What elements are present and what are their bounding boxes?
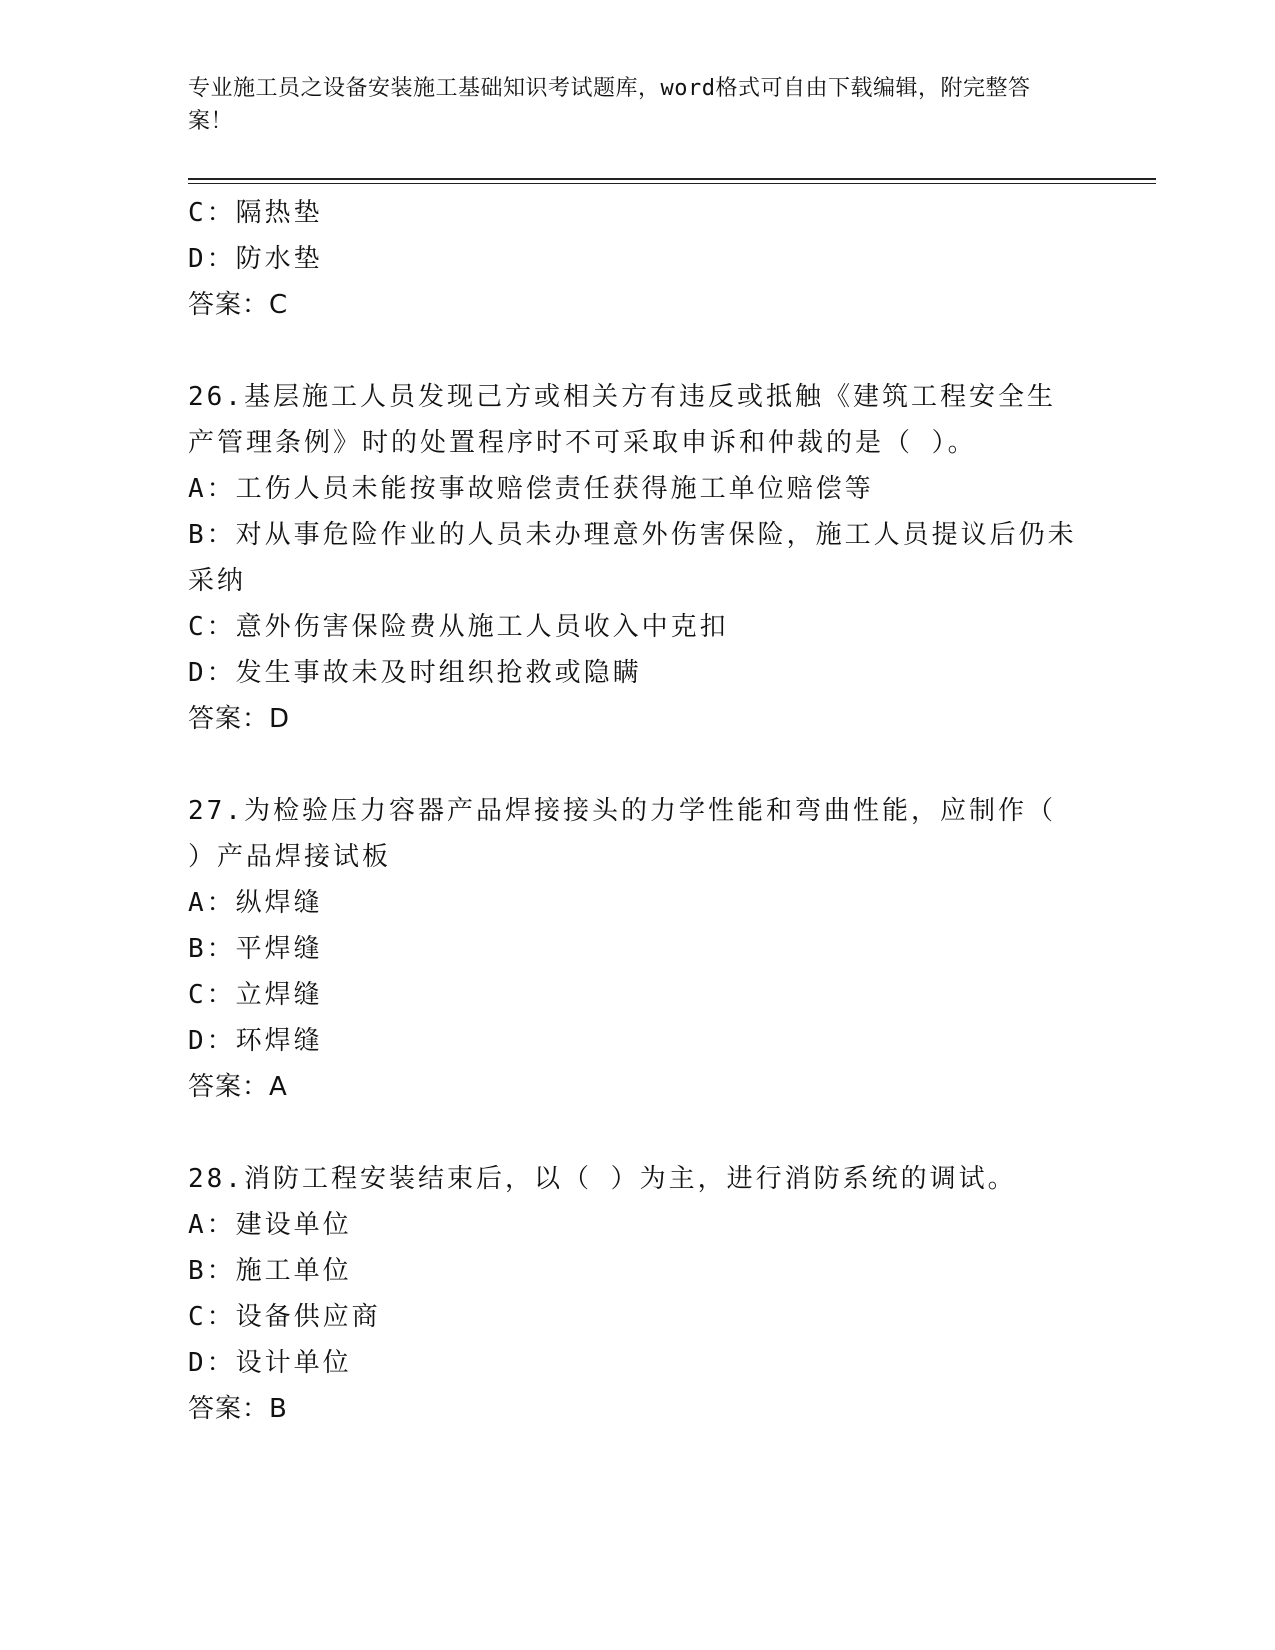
option-label: D： [188,244,236,274]
option-label: D： [188,1348,236,1378]
document-body [188,190,1088,1432]
option-text: 立焊缝 [235,980,323,1010]
option-c [188,604,1088,650]
question-28-text: 28.消防工程安装结束后，以（ ）为主，进行消防系统的调试。 [188,1164,1017,1194]
option-c [188,972,1088,1018]
option-text: 意外伤害保险费从施工人员收入中克扣 [235,612,729,642]
option-text: 设计单位 [235,1348,352,1378]
spacer [188,742,1088,788]
option-label: C： [188,1302,236,1332]
option-label: B： [188,520,236,550]
option-label: C： [188,198,236,228]
option-d [188,236,1088,282]
option-a [188,466,1088,512]
document-header: 专业施工员之设备安装施工基础知识考试题库，word格式可自由下载编辑，附完整答案！ [188,76,1031,134]
option-a [188,1202,1088,1248]
answer-line: 答案：B [188,1394,288,1424]
option-text: 工伤人员未能按事故赔偿责任获得施工单位赔偿等 [235,474,874,504]
question-27-text: 27.为检验压力容器产品焊接接头的力学性能和弯曲性能，应制作（ ）产品焊接试板 [188,796,1056,872]
option-text: 防水垫 [235,244,323,274]
question-26-text: 26.基层施工人员发现己方或相关方有违反或抵触《建筑工程安全生产管理条例》时的处置程序时不可采取申诉和仲裁的是（ ）。 [188,382,1056,458]
answer-line: 答案：A [188,1072,288,1102]
option-text: 环焊缝 [235,1026,323,1056]
header-rule-thick [188,178,1156,180]
option-text: 隔热垫 [235,198,323,228]
option-text: 建设单位 [235,1210,352,1240]
spacer [188,328,1088,374]
option-text: 纵焊缝 [235,888,323,918]
option-d [188,650,1088,696]
option-label: B： [188,934,236,964]
option-b [188,512,1078,604]
answer-line: 答案：D [188,704,291,734]
option-text: 发生事故未及时组织抢救或隐瞒 [235,658,642,688]
option-c [188,190,1088,236]
option-label: A： [188,474,236,504]
option-d [188,1018,1088,1064]
option-label: A： [188,1210,236,1240]
option-label: D： [188,1026,236,1056]
option-text: 施工单位 [235,1256,352,1286]
option-text: 平焊缝 [235,934,323,964]
option-text: 设备供应商 [235,1302,381,1332]
option-a [188,880,1088,926]
option-text: 对从事危险作业的人员未办理意外伤害保险，施工人员提议后仍未采纳 [188,520,1077,596]
header-rule-thin [188,183,1156,184]
option-label: D： [188,658,236,688]
option-label: B： [188,1256,236,1286]
option-d [188,1340,1088,1386]
spacer [188,1110,1088,1156]
option-b [188,926,1088,972]
option-c [188,1294,1088,1340]
option-label: A： [188,888,236,918]
option-label: C： [188,612,236,642]
option-b [188,1248,1088,1294]
answer-line: 答案：C [188,290,289,320]
option-label: C： [188,980,236,1010]
